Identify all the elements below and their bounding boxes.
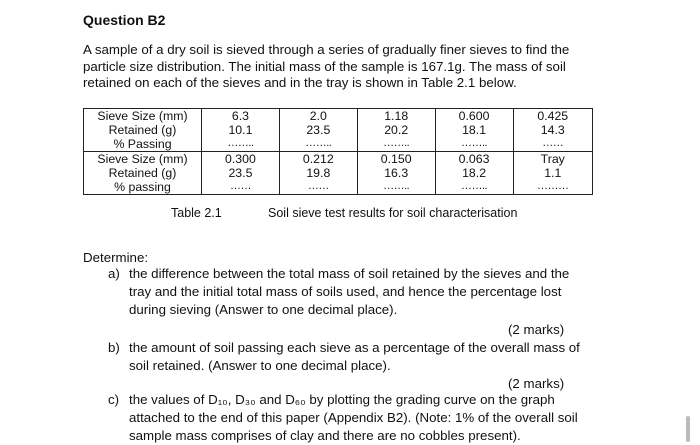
table-cell: 0.063 [435,152,513,167]
table-cell: 0.425 [513,109,593,124]
table-cell: 2.0 [279,109,357,124]
row-label: Retained (g) [108,123,177,137]
table-cell: 0.600 [435,109,513,124]
table-cell: 14.3 [513,123,593,137]
table-cell: 0.150 [357,152,435,167]
table-cell: …….. [435,137,513,152]
table-cell: 19.8 [279,166,357,180]
table-cell: 0.300 [202,152,280,167]
table-cell: …… [202,180,280,195]
determine-heading: Determine: [83,250,149,265]
table-cell: …….. [357,137,435,152]
table-cell: 10.1 [202,123,280,137]
table-cell: …….. [279,137,357,152]
intro-paragraph: A sample of a dry soil is sieved through a series of gradually finer sieves to find the particle size distribution. The initial mass of the sample is 167.1g. The mass of soil retained on each of the sieves and in the tray is shown in Table 2.1 below. [83,42,570,90]
row-label: % passing [114,180,171,194]
table-row [84,152,593,167]
question-line: soil retained. (Answer to one decimal place). [129,358,391,373]
row-label: % Passing [84,137,202,152]
question-c [108,392,618,444]
table-cell: 20.2 [357,123,435,137]
table-cell: …….. [435,180,513,195]
question-line: during sieving (Answer to one decimal place). [129,302,398,317]
table-cell: 1.1 [513,166,593,180]
table-row [84,180,593,195]
question-line: sample mass comprises of clay and there are no cobbles present). [129,428,521,443]
question-letter: a) [108,266,120,281]
question-line: the amount of soil passing each sieve as a percentage of the overall mass of [129,340,580,355]
question-line: the difference between the total mass of soil retained by the sieves and the [129,266,570,281]
scrollbar-thumb[interactable] [686,416,690,442]
table-cell: …… [279,180,357,195]
question-a [108,266,608,318]
marks-label: (2 marks) [508,322,565,337]
row-label: Sieve Size (mm) [97,152,188,166]
row-label: Sieve Size (mm) [97,109,188,123]
table-cell: 23.5 [202,166,280,180]
caption-label: Table 2.1 [171,206,222,220]
table-cell: 18.2 [435,166,513,180]
question-title: Question B2 [83,12,166,28]
question-line: tray and the initial total mass of soils used, and hence the percentage lost [129,284,562,299]
table-cell: …….. [357,180,435,195]
table-cell: 18.1 [435,123,513,137]
table-row [84,109,593,124]
question-letter: c) [108,392,120,407]
row-label: Retained (g) [108,166,177,180]
caption-text: Soil sieve test results for soil characterisation [268,206,518,220]
sieve-table [83,108,593,195]
question-b [108,340,618,376]
table-cell: 6.3 [202,109,280,124]
table-cell: …… [513,137,593,152]
question-letter: b) [108,340,120,355]
table-row [84,166,593,180]
question-line: the values of D₁₀, D₃₀ and D₆₀ by plotting the grading curve on the graph [129,392,555,407]
question-line: attached to the end of this paper (Appendix B2). (Note: 1% of the overall soil [129,410,578,425]
table-cell: Tray [513,152,593,167]
table-cell: ……… [513,180,593,195]
table-row [84,123,593,137]
marks-label: (2 marks) [508,376,565,391]
table-cell: …….. [202,137,280,152]
table-cell: 23.5 [279,123,357,137]
table-cell: 1.18 [357,109,435,124]
table-cell: 0.212 [279,152,357,167]
table-row [84,137,593,152]
table-cell: 16.3 [357,166,435,180]
